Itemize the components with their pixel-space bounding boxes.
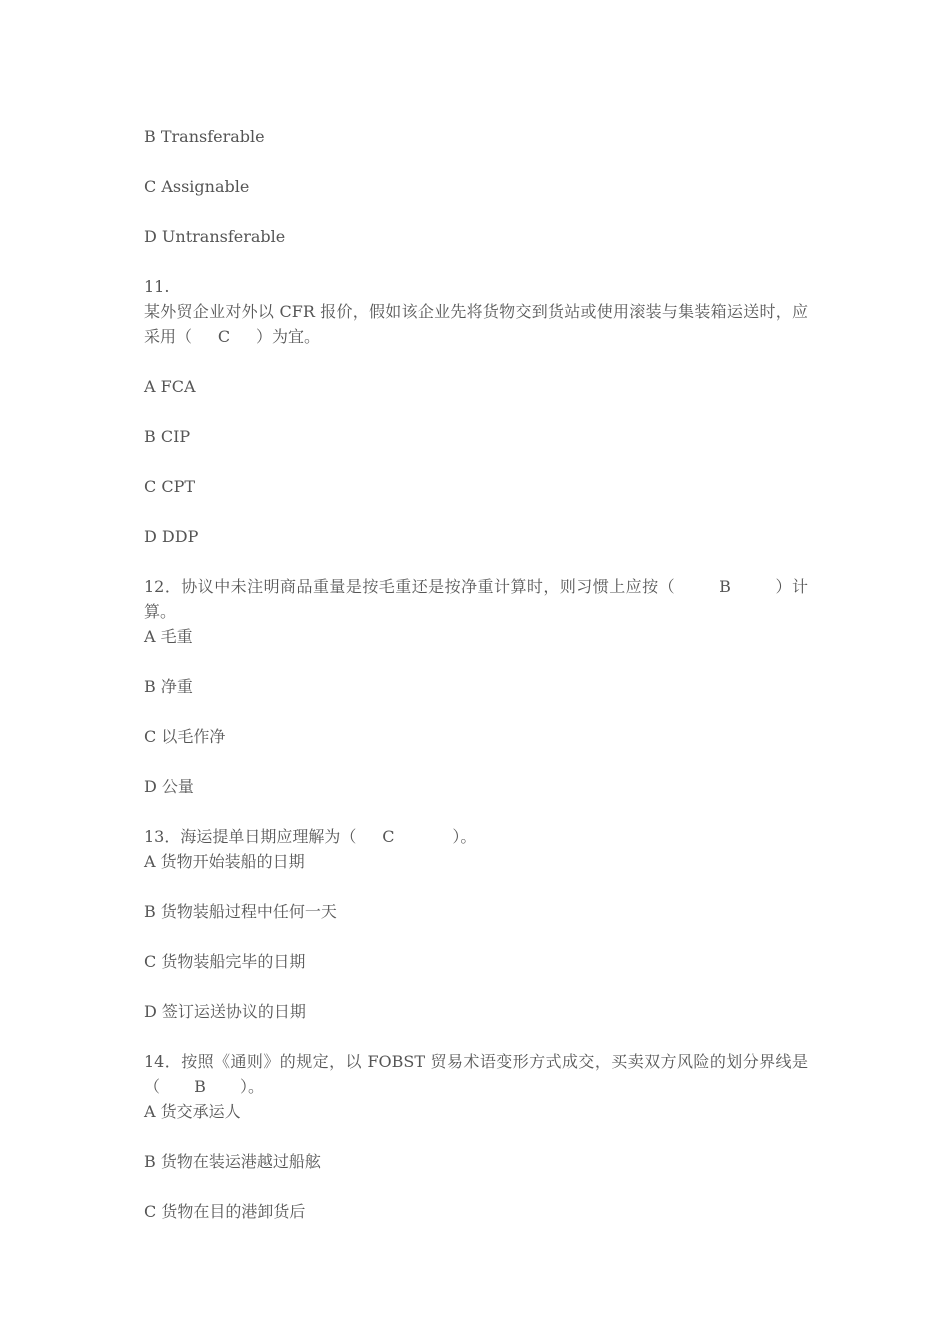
q13-question [144,824,808,849]
q11-question [144,299,808,349]
q11-text-after: ）为宜。 [256,327,321,346]
q14-text-before: 14．按照《通则》的规定，以 FOBST 贸易术语变形方式成交，买卖双方风险的划分界线是（ [144,1052,808,1096]
q14-question [144,1049,808,1099]
q11-number: 11. [144,277,170,296]
q12-option-a: A 毛重 [144,627,193,646]
q12-option-d: D 公量 [144,777,194,796]
q11-text-before: 某外贸企业对外以 CFR 报价，假如该企业先将货物交到货站或使用滚装与集装箱运送时，应采用（ [144,302,808,346]
q14-option-a: A 货交承运人 [144,1102,241,1121]
q13-option-a: A 货物开始装船的日期 [144,852,305,871]
q12-text-after: ）计算。 [144,577,808,621]
q11-option-b: B CIP [144,427,191,446]
q12-answer: B [719,577,731,596]
q12-text-before: 12．协议中未注明商品重量是按毛重还是按净重计算时，则习惯上应按（ [144,577,676,596]
q10-option-c: C Assignable [144,177,250,196]
q11-option-d: D DDP [144,527,199,546]
q14-option-c: C 货物在目的港卸货后 [144,1202,306,1221]
q11-answer: C [217,327,231,346]
document-page [144,124,808,1224]
q13-option-d: D 签订运送协议的日期 [144,1002,306,1021]
q14-text-after: ）。 [240,1077,265,1096]
q13-answer: C [382,827,395,846]
q12-option-b: B 净重 [144,677,193,696]
q13-text-after: ）。 [452,827,477,846]
q14-option-b: B 货物在装运港越过船舷 [144,1152,321,1171]
q11-option-c: C CPT [144,477,196,496]
q13-option-b: B 货物装船过程中任何一天 [144,902,337,921]
q12-question [144,574,808,624]
q12-option-c: C 以毛作净 [144,727,226,746]
q13-text-before: 13．海运提单日期应理解为（ [144,827,357,846]
q10-option-d: D Untransferable [144,227,286,246]
q13-option-c: C 货物装船完毕的日期 [144,952,306,971]
q11-option-a: A FCA [144,377,196,396]
q10-option-b: B Transferable [144,127,265,146]
q14-answer: B [194,1077,206,1096]
